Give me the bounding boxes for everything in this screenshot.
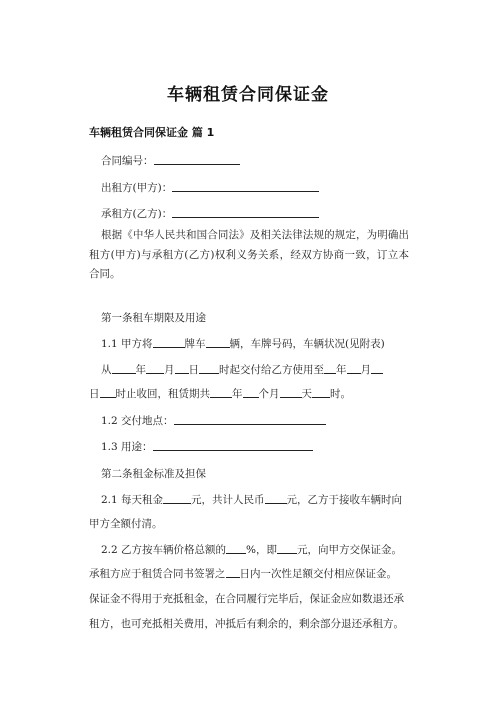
period-text: 个月 xyxy=(258,388,280,400)
purpose-blank xyxy=(153,439,313,451)
clause-2-2-text: 承租方应于租赁合同书签署之 xyxy=(89,568,226,580)
clause-2-2-text: %，即 xyxy=(246,544,278,556)
clause-1-3 xyxy=(101,439,313,454)
blank xyxy=(163,492,191,504)
blank xyxy=(265,492,287,504)
rental-period-line-2 xyxy=(89,386,351,401)
purpose-label: 1.3 用途： xyxy=(101,441,153,453)
period-text: 日 xyxy=(89,388,100,400)
blank xyxy=(226,566,240,578)
lessor-blank xyxy=(172,180,319,192)
blank xyxy=(312,386,330,398)
article-1-title: 第一条租车期限及用途 xyxy=(101,312,206,324)
intro-paragraph: 根据《中华人民共和国合同法》及相关法律法规的规定，为明确出租方(甲方)与承租方(乙方)权利义务关系，经双方协商一致，订立本合同。 xyxy=(89,229,409,280)
blank xyxy=(347,362,361,374)
blank xyxy=(280,386,302,398)
period-text: 时。 xyxy=(330,388,351,400)
rental-period-line-1 xyxy=(101,362,383,377)
lessee-label: 承租方(乙方)： xyxy=(101,208,173,220)
period-text: 年 xyxy=(232,388,243,400)
delivery-location-label: 1.2 交付地点： xyxy=(101,415,174,427)
blank xyxy=(112,362,136,374)
contract-number-blank xyxy=(154,153,240,165)
period-text: 日 xyxy=(188,364,199,376)
blank xyxy=(206,336,230,348)
clause-2-2-text: 日内一次性足额交付相应保证金。 xyxy=(239,568,397,580)
period-text: 月 xyxy=(360,364,371,376)
blank xyxy=(146,362,164,374)
clause-1-1 xyxy=(101,336,385,351)
clause-2-1-text: 2.1 每天租金 xyxy=(101,494,164,506)
period-text: 时止收回，租赁期共 xyxy=(115,388,210,400)
clause-2-2-line-3: 保证金不得用于充抵租金，在合同履行完毕后，保证金应如数退还承 xyxy=(89,593,404,605)
clause-1-1-text-c: 辆，车牌号码，车辆状况(见附表) xyxy=(229,338,385,350)
period-text: 年 xyxy=(336,364,347,376)
blank xyxy=(199,362,219,374)
blank xyxy=(153,336,185,348)
clause-2-2-line-1 xyxy=(101,542,402,557)
clause-2-1-text: 元，共计人民币 xyxy=(191,494,265,506)
period-text: 天 xyxy=(301,388,312,400)
clause-2-2-text: 2.2 乙方按车辆价格总额的 xyxy=(101,544,227,556)
blank xyxy=(226,542,246,554)
clause-2-2-line-2 xyxy=(89,566,397,581)
lessor-line xyxy=(101,180,319,195)
blank xyxy=(277,542,297,554)
clause-2-1-text: 元，乙方于接收车辆时向 xyxy=(286,494,403,506)
period-text: 时起交付给乙方使用至 xyxy=(219,364,324,376)
contract-number-label: 合同编号： xyxy=(101,155,154,167)
clause-1-2 xyxy=(101,413,326,428)
lessee-line xyxy=(101,206,319,221)
clause-2-2-line-4: 租方，也可充抵相关费用，冲抵后有剩余的，剩余部分退还承租方。 xyxy=(89,618,404,630)
blank xyxy=(324,362,336,374)
clause-2-2-text: 元，向甲方交保证金。 xyxy=(297,544,403,556)
article-2-title: 第二条租金标准及担保 xyxy=(101,468,206,480)
lessor-label: 出租方(甲方)： xyxy=(101,182,173,194)
section-heading: 车辆租赁合同保证金 篇 1 xyxy=(89,126,215,139)
document-title: 车辆租赁合同保证金 xyxy=(167,85,329,105)
clause-1-1-text-a: 1.1 甲方将 xyxy=(101,338,153,350)
lessee-blank xyxy=(172,206,319,218)
period-text: 从 xyxy=(101,364,112,376)
period-text: 年 xyxy=(135,364,146,376)
clause-2-1-line-2: 甲方全额付清。 xyxy=(89,518,163,530)
clause-1-1-text-b: 牌车 xyxy=(184,338,206,350)
delivery-location-blank xyxy=(174,413,326,425)
contract-number-line xyxy=(101,153,240,168)
blank xyxy=(243,386,259,398)
blank xyxy=(210,386,232,398)
clause-2-1-line-1 xyxy=(101,492,402,507)
blank xyxy=(175,362,189,374)
period-text: 月 xyxy=(164,364,175,376)
blank xyxy=(371,362,383,374)
blank xyxy=(100,386,116,398)
